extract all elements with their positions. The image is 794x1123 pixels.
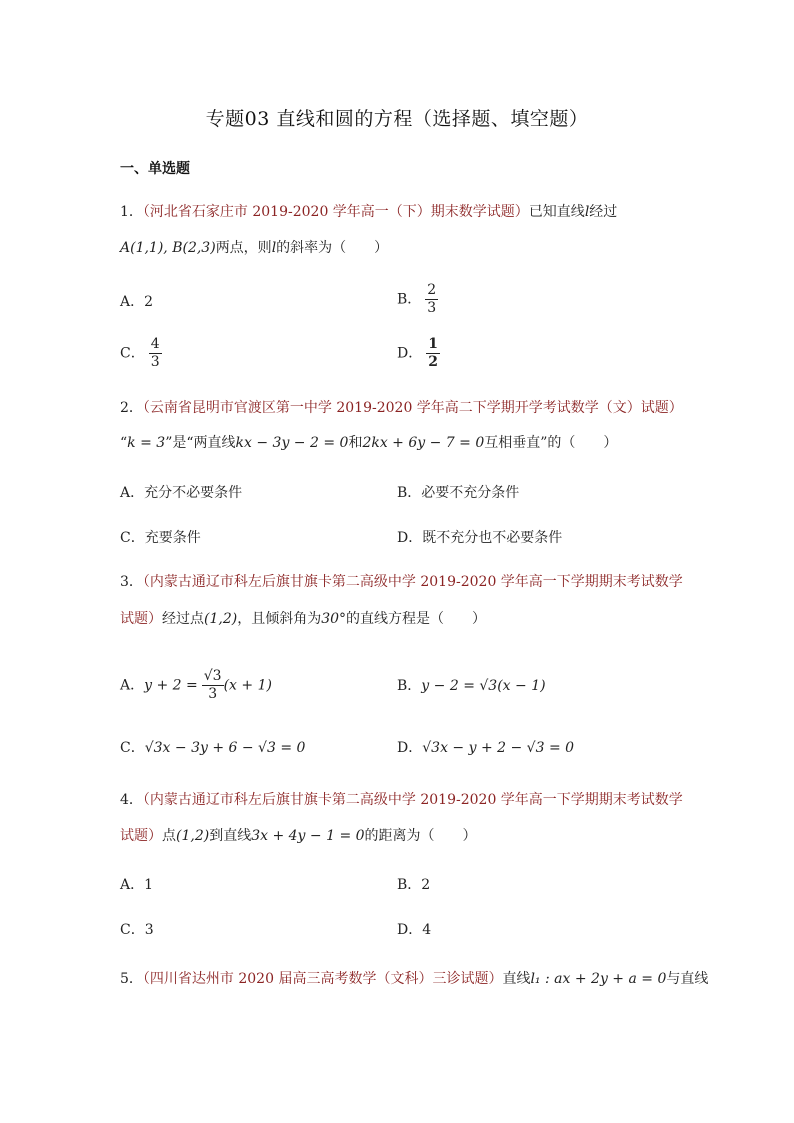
question-source: （四川省达州市 2020 届高三高考数学（文科）三诊试题）: [142, 971, 503, 987]
q2-option-a[interactable]: A．充分不必要条件: [120, 485, 243, 501]
question-3-stem: [120, 572, 683, 592]
question-2-stem: [120, 398, 683, 418]
q4-option-a[interactable]: A．1: [120, 877, 154, 893]
fraction: $\frac{4}{3}$: [150, 336, 160, 370]
q4-option-d[interactable]: D．4: [397, 922, 432, 938]
question-3-stem-cont: 试题）经过点(1,2)，且倾斜角为30°的直线方程是（ ）: [120, 611, 487, 627]
q3-option-d[interactable]: D．√3x − y + 2 − √3 = 0: [397, 740, 575, 756]
q3-option-b[interactable]: B．y − 2 = √3(x − 1): [397, 678, 546, 694]
q1-option-c[interactable]: C． $\frac{4}{3}$: [120, 336, 160, 370]
question-number: 2．: [120, 400, 143, 416]
question-number: 5．: [120, 971, 143, 987]
question-number: 4．: [120, 792, 143, 808]
question-source: （云南省昆明市官渡区第一中学 2019-2020 学年高二下学期开学考试数学（文）试题）: [142, 400, 683, 416]
q2-option-d[interactable]: D．既不充分也不必要条件: [397, 530, 563, 546]
question-source: （内蒙古通辽市科左后旗甘旗卡第二高级中学 2019-2020 学年高一下学期期末考试数学: [142, 792, 683, 808]
question-4-stem-cont: 试题）点(1,2)到直线3x + 4y − 1 = 0的距离为（ ）: [120, 828, 477, 844]
question-number: 3．: [120, 574, 143, 590]
fraction: $\frac{1}{2}$: [428, 336, 438, 370]
q3-option-c[interactable]: C．√3x − 3y + 6 − √3 = 0: [120, 740, 306, 756]
question-source: （河北省石家庄市 2019-2020 学年高一（下）期末数学试题）: [142, 204, 529, 220]
q2-option-b[interactable]: B．必要不充分条件: [397, 485, 520, 501]
question-4-stem: [120, 790, 683, 810]
q4-option-b[interactable]: B．2: [397, 877, 431, 893]
q2-option-c[interactable]: C．充要条件: [120, 530, 201, 546]
q4-option-c[interactable]: C．3: [120, 922, 154, 938]
q1-option-a[interactable]: A．2: [120, 294, 154, 310]
question-source: （内蒙古通辽市科左后旗甘旗卡第二高级中学 2019-2020 学年高一下学期期末考试数学: [142, 574, 683, 590]
q1-option-d[interactable]: D． $\frac{1}{2}$: [397, 336, 438, 370]
fraction: $\frac{√3}{3}$: [203, 668, 222, 702]
question-1-stem: 1．（河北省石家庄市 2019-2020 学年高一（下）期末数学试题）已知直线l经过: [120, 204, 618, 220]
section-heading: 一、单选题: [120, 161, 190, 177]
question-2-stem-cont: “k = 3”是“两直线kx − 3y − 2 = 0和2kx + 6y − 7 = 0互相垂直”的（ ）: [120, 435, 618, 451]
fraction: $\frac{2}{3}$: [427, 282, 437, 316]
question-1-stem-cont: A(1,1), B(2,3)两点，则l的斜率为（ ）: [120, 240, 389, 256]
q1-option-b[interactable]: B． $\frac{2}{3}$: [397, 282, 437, 316]
math-points: A(1,1), B(2,3): [120, 240, 216, 256]
question-5-stem: 5．（四川省达州市 2020 届高三高考数学（文科）三诊试题）直线l₁ : ax + 2y + a = 0与直线: [120, 971, 709, 987]
q3-option-a[interactable]: A．y + 2 = $\frac{√3}{3}$ (x + 1): [120, 668, 272, 702]
page-title: 专题03 直线和圆的方程（选择题、填空题）: [205, 108, 589, 130]
question-number: 1．: [120, 204, 143, 220]
